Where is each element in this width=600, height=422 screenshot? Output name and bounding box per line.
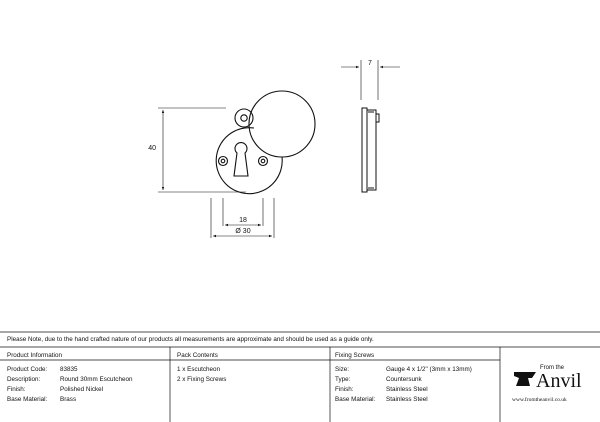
back-plate <box>216 128 282 194</box>
escutcheon-front-view <box>216 91 315 194</box>
anvil-logo-mark <box>514 372 536 386</box>
product-info-value: Round 30mm Escutcheon <box>60 376 133 383</box>
fixing-screws-label: Type: <box>335 376 351 383</box>
logo-from-the: From the <box>540 365 565 371</box>
escutcheon-side-view <box>362 108 379 192</box>
fixing-screws-heading: Fixing Screws <box>335 352 375 359</box>
product-info-label: Product Code: <box>7 366 48 373</box>
keyhole <box>234 143 248 176</box>
height-label: 40 <box>148 145 156 152</box>
product-info-value: 83835 <box>60 366 78 373</box>
keyhole-spacing-label: 18 <box>239 217 247 224</box>
fixing-screws-label: Finish: <box>335 386 354 393</box>
product-info-value: Brass <box>60 396 77 403</box>
logo-website: www.fromtheanvil.co.uk <box>512 397 567 403</box>
pivot-boss <box>235 109 253 127</box>
pack-contents-item: 2 x Fixing Screws <box>177 376 227 383</box>
screw-hole-right <box>259 157 268 166</box>
pivot-pin <box>241 115 247 121</box>
fixing-screws-label: Size: <box>335 366 349 373</box>
product-info-value: Polished Nickel <box>60 386 104 393</box>
diameter-label: Ø 30 <box>235 228 251 235</box>
disclaimer-note: Please Note, due to the hand crafted nature of our products all measurements are approximate and should be used as a guide only. <box>7 336 374 343</box>
fixing-screws-value: Countersunk <box>386 376 422 383</box>
product-info-label: Description: <box>7 376 41 383</box>
pack-contents-item: 1 x Escutcheon <box>177 366 221 373</box>
screw-hole-left <box>219 157 228 166</box>
product-info-label: Finish: <box>7 386 26 393</box>
fixing-screws-label: Base Material: <box>335 396 376 403</box>
product-info-label: Base Material: <box>7 396 48 403</box>
logo-brand: Anvil <box>536 370 582 392</box>
height-dimension <box>158 108 246 192</box>
cover-plate <box>249 91 315 157</box>
fixing-screws-value: Gauge 4 x 1/2" (3mm x 13mm) <box>386 366 472 373</box>
pack-contents-heading: Pack Contents <box>177 352 218 359</box>
fixing-screws-value: Stainless Steel <box>386 396 428 403</box>
fixing-screws-value: Stainless Steel <box>386 386 428 393</box>
product-information-heading: Product Information <box>7 352 62 359</box>
depth-label: 7 <box>368 60 372 67</box>
